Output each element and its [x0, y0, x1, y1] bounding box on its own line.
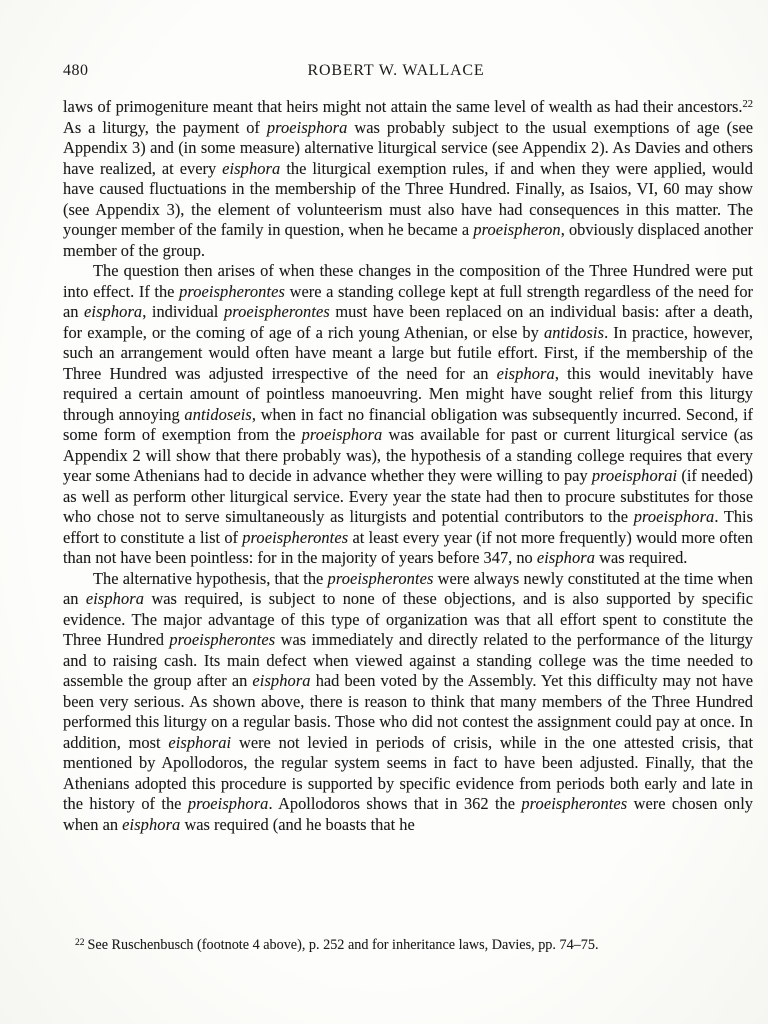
text-run: The alternative hypothesis, that the: [93, 568, 328, 588]
footnote-reference: 22: [742, 99, 753, 110]
text-run: was available for past or current liturgical service (as Appendix 2 will show that there probably was), the hypothesis of a standing college requires that every year some Athenians had to decide in advance whether they were willing to pay: [63, 425, 753, 485]
italic-term: proeisphorai: [591, 466, 678, 485]
italic-term: proeispherontes: [179, 281, 285, 301]
text-run: , this would inevitably have required a certain amount of pointless manoeuvring. Men might have sought relief from this liturgy through annoying: [63, 363, 753, 424]
italic-term: proeispherontes: [521, 794, 628, 813]
footnote: [63, 936, 753, 954]
text-run: at least every year (if not more frequently) would more often than not have been pointless: for in the majority of years before 347, no: [63, 527, 754, 567]
text-run: As a liturgy, the payment of: [63, 117, 267, 137]
page-number: 480: [63, 62, 89, 79]
text-run: . In practice, however, such an arrangement would often have meant a large but futile effort. First, if the membership of the Three Hundred was adjusted irrespective of the need for an: [63, 322, 754, 383]
italic-term: antidoseis: [184, 404, 252, 424]
running-head-author: ROBERT W. WALLACE: [307, 62, 485, 79]
text-run: was required (and he boasts that he: [180, 814, 415, 834]
text-run: The question then arises of when these changes in the composition of the Three Hundred were put into effect. If the: [63, 261, 753, 301]
italic-term: eisphora: [536, 548, 596, 567]
italic-term: proeisphora: [633, 507, 715, 526]
italic-term: proeispherontes: [169, 630, 276, 649]
italic-term: proeisphora: [301, 425, 383, 444]
italic-term: proeisphora: [266, 117, 348, 137]
text-run: (if needed) as well as perform other liturgical service. Every year the state had then to procure substitutes for those who chose not to serve simultaneously as liturgists and potential contributors to the: [63, 466, 753, 526]
text-run: the liturgical exemption rules, if and when they were applied, would have caused fluctuations in the membership of the Three Hundred. Finally, as Isaios, VI, 60 may show (see Appendix 3), the element of volunteerism must also have had consequences in this matter. The younger member of the family in question, when he became a: [63, 158, 753, 239]
paragraph: [63, 261, 753, 569]
italic-term: proeispherontes: [242, 527, 349, 547]
text-run: were always newly constituted at the time when an: [63, 568, 754, 608]
text-run: was probably subject to the usual exemptions of age (see Appendix 3) and (in some measure) alternative liturgical service (see Appendix 2). As Davies and others have realized, at every: [63, 117, 753, 178]
footnotes-section: [63, 936, 753, 954]
text-run: were chosen only when an: [63, 794, 753, 834]
text-run: , individual: [142, 302, 224, 321]
text-run: , when in fact no financial obligation was subsequently incurred. Second, if some form of exemption from the: [63, 404, 753, 444]
italic-term: eisphora: [496, 363, 555, 383]
text-run: had been voted by the Assembly. Yet this difficulty may not have been very serious. As shown above, there is reason to think that many members of the Three Hundred performed this liturgy on a regular basis. Those who did not contest the assignment could pay at once. In addition, most: [63, 671, 753, 752]
footnote-text: See Ruschenbusch (footnote 4 above), p. 252 and for inheritance laws, Davies, pp. 74–75.: [87, 937, 599, 953]
italic-term: eisphora: [122, 814, 181, 834]
paragraph: [63, 569, 753, 836]
italic-term: eisphora: [84, 302, 143, 321]
italic-term: eisphora: [85, 589, 145, 608]
text-run: , obviously displaced another member of the group.: [63, 220, 753, 260]
article-body: [63, 97, 753, 835]
italic-term: proeispherontes: [327, 568, 434, 588]
footnote-marker: 22: [75, 938, 85, 948]
italic-term: proeisphora: [187, 794, 269, 813]
text-run: was immediately and directly related to the performance of the liturgy and to raising cash. Its main defect when viewed against a standing college was the time needed to assemble the group after an: [63, 630, 753, 690]
text-run: were not levied in periods of crisis, while in the one attested crisis, that mentioned by Apollodoros, the regular system seems in fact to have been adjusted. Finally, that the Athenians adopted this procedure is supported by specific evidence from periods both early and late in the history of the: [63, 732, 754, 813]
text-run: . This effort to constitute a list of: [63, 507, 753, 547]
italic-term: proeispheron: [473, 220, 561, 239]
running-header: [63, 62, 753, 80]
italic-term: antidosis: [543, 322, 605, 342]
italic-term: eisphora: [222, 158, 281, 178]
text-run: laws of primogeniture meant that heirs might not attain the same level of wealth as had their ancestors.: [63, 97, 743, 116]
italic-term: eisphorai: [168, 732, 232, 752]
italic-term: proeispherontes: [223, 302, 330, 321]
text-run: was required.: [595, 548, 688, 567]
text-run: . Apollodoros shows that in 362 the: [268, 794, 522, 813]
italic-term: eisphora: [252, 671, 311, 690]
text-run: were a standing college kept at full strength regardless of the need for an: [63, 281, 753, 321]
paragraph: [63, 97, 753, 261]
text-run: must have been replaced on an individual basis: after a death, for example, or the coming of age of a rich young Athenian, or else by: [63, 302, 753, 342]
text-run: was required, is subject to none of these objections, and is also supported by specific evidence. The major advantage of this type of organization was that all effort spent to constitute the Three Hundred: [63, 589, 753, 649]
